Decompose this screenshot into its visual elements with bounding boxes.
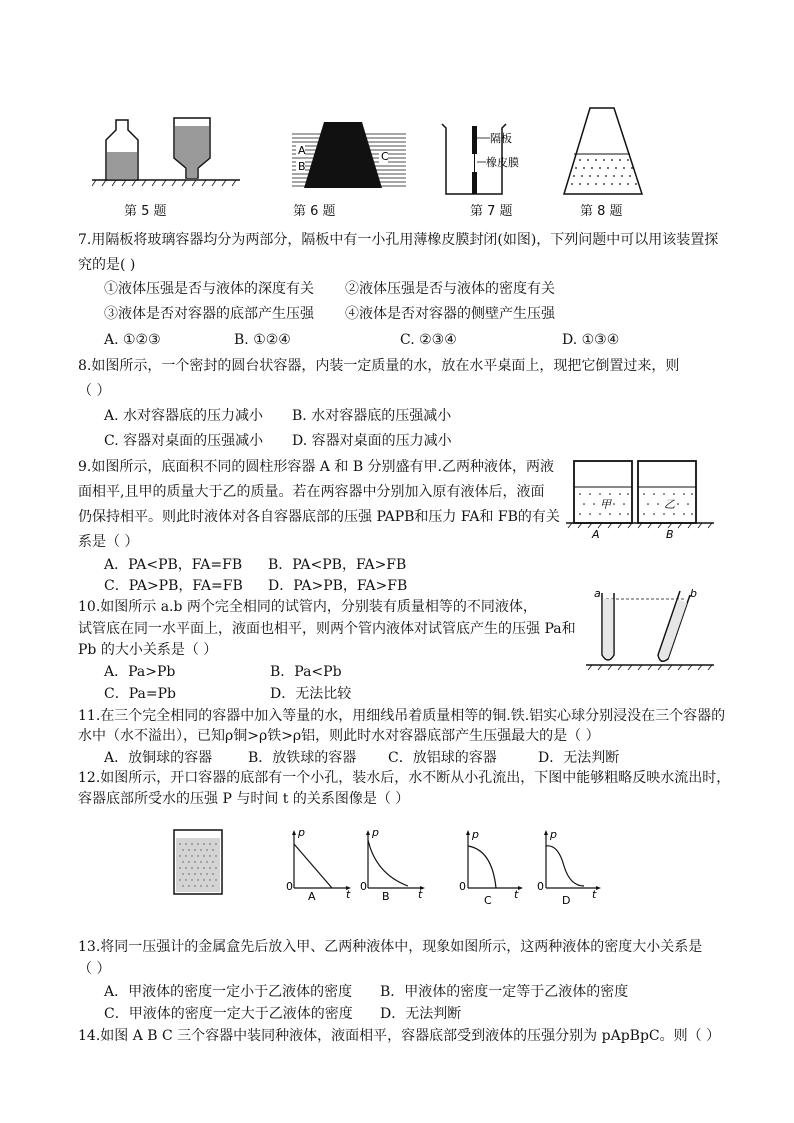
graph-d-p-label: p: [550, 828, 557, 841]
q10-option-d[interactable]: D．无法比较: [270, 686, 352, 702]
figure-12-graph-c: [456, 826, 528, 906]
caption-fig7: 第 7 题: [470, 204, 513, 219]
graph-d-t-label: t: [592, 888, 597, 901]
graph-d-origin-label: 0: [537, 880, 544, 893]
q8-option-b[interactable]: B. 水对容器底的压强减小: [292, 408, 452, 424]
q8-option-c[interactable]: C. 容器对桌面的压强减小: [104, 433, 264, 449]
q9-option-b[interactable]: B．PA<PB，FA>FB: [268, 557, 407, 573]
fig10-label-b: b: [690, 587, 697, 600]
q9-stem-line3: 仍保持相平。则此时液体对各自容器底部的压强 PAPB和压力 FA和 FB的有关: [78, 509, 560, 525]
q13-option-b[interactable]: B．甲液体的密度一定等于乙液体的密度: [380, 984, 629, 1000]
graph-c-letter: C: [484, 894, 492, 906]
q8-option-d[interactable]: D. 容器对桌面的压力减小: [292, 433, 452, 449]
q8-option-a[interactable]: A. 水对容器底的压力减小: [104, 408, 264, 424]
figure-12-graph-d: [534, 826, 606, 906]
q10-stem-line1: 10.如图所示 a.b 两个完全相同的试管内，分别装有质量相等的不同液体，: [78, 599, 537, 615]
figure-5-bottles: [92, 112, 242, 187]
fig9-label-a: A: [592, 528, 600, 541]
graph-a-origin-label: 0: [286, 880, 293, 893]
q7-statement-1: ①液体压强是否与液体的深度有关: [104, 281, 314, 297]
q11-option-c[interactable]: C．放铝球的容器: [388, 750, 497, 766]
q10-stem-line2: 试管底在同一水平面上，液面也相平，则两个管内液体对试管底产生的压强 Pa和: [78, 621, 576, 637]
graph-b-p-label: p: [372, 826, 379, 839]
figure-9-two-cylinders: [566, 457, 716, 541]
q11-option-a[interactable]: A．放铜球的容器: [104, 750, 213, 766]
q13-stem-line1: 13.将同一压强计的金属盒先后放入甲、乙两种液体中，现象如图所示，这两种液体的密度大小关系是: [78, 939, 703, 955]
figure-8-frustum-container: [560, 104, 650, 200]
q7-stem-line2: 究的是( ): [78, 257, 136, 273]
q11-option-b[interactable]: B．放铁球的容器: [248, 750, 357, 766]
q7-statement-2: ②液体压强是否与液体的密度有关: [345, 281, 555, 297]
q7-option-d[interactable]: D. ①③④: [562, 332, 620, 348]
fig6-label-b: B: [298, 160, 306, 173]
q8-stem-line1: 8.如图所示，一个密封的圆台状容器，内装一定质量的水，放在水平桌面上，现把它倒置过来，则: [78, 358, 680, 374]
q10-option-a[interactable]: A．Pa>Pb: [104, 664, 176, 680]
figure-6-trapezoid-in-liquid: [290, 120, 408, 192]
fig9-label-b: B: [666, 528, 674, 541]
q13-option-c[interactable]: C．甲液体的密度一定大于乙液体的密度: [104, 1006, 353, 1022]
fig7-label-partition: 隔板: [490, 132, 512, 145]
q7-stem-line1: 7.用隔板将玻璃容器均分为两部分，隔板中有一小孔用薄橡皮膜封闭(如图)，下列问题中可以用该装置探: [78, 232, 719, 248]
fig9-label-yi: 乙: [664, 498, 675, 511]
caption-fig6: 第 6 题: [293, 204, 336, 219]
figure-12-graph-a: [284, 826, 356, 902]
figure-12-container-with-hole: [172, 826, 226, 898]
q9-option-c[interactable]: C．PA>PB，FA=FB: [104, 578, 243, 594]
fig10-label-a: a: [594, 587, 601, 600]
graph-c-t-label: t: [514, 888, 519, 901]
q13-option-d[interactable]: D．无法判断: [380, 1006, 462, 1022]
fig6-label-a: A: [298, 144, 306, 157]
q13-stem-line2: （ ）: [78, 961, 111, 977]
q7-option-b[interactable]: B. ①②④: [234, 332, 291, 348]
q7-statement-3: ③液体是否对容器的底部产生压强: [104, 306, 314, 322]
fig9-label-jia: 甲: [600, 498, 611, 511]
q9-stem-line4: 系是（ ）: [78, 534, 139, 550]
graph-a-t-label: t: [346, 888, 351, 901]
q11-option-d[interactable]: D．无法判断: [538, 750, 620, 766]
q8-stem-line2: （ ）: [78, 383, 111, 399]
caption-fig8: 第 8 题: [580, 204, 623, 219]
q10-option-c[interactable]: C．Pa=Pb: [104, 686, 176, 702]
q10-stem-line3: Pb 的大小关系是（ ）: [78, 642, 218, 658]
q11-stem-line2: 水中（水不溢出），已知ρ铜>ρ铁>ρ铝，则此时水对容器底部产生压强最大的是（ ）: [78, 728, 600, 744]
graph-a-letter: A: [308, 890, 316, 902]
q14-stem-line1: 14.如图 A B C 三个容器中装同种液体，液面相平，容器底部受到液体的压强分别为 pApBpC。则（ ）: [78, 1028, 721, 1044]
fig6-label-c: C: [381, 150, 389, 163]
q12-stem-line1: 12.如图所示，开口容器的底部有一个小孔，装水后，水不断从小孔流出，下图中能够粗略反映水流出时，: [78, 770, 731, 786]
graph-c-origin-label: 0: [459, 880, 466, 893]
graph-a-p-label: p: [298, 826, 305, 839]
figure-7-beaker-partition: [438, 118, 548, 200]
graph-c-p-label: p: [472, 828, 479, 841]
graph-d-letter: D: [562, 894, 571, 906]
figure-10-test-tubes: [586, 585, 716, 675]
q7-option-a[interactable]: A. ①②③: [104, 332, 161, 348]
q10-option-b[interactable]: B．Pa<Pb: [270, 664, 342, 680]
graph-b-origin-label: 0: [360, 880, 367, 893]
q13-option-a[interactable]: A．甲液体的密度一定小于乙液体的密度: [104, 984, 353, 1000]
caption-fig5: 第 5 题: [124, 204, 167, 219]
q11-stem-line1: 11.在三个完全相同的容器中加入等量的水，用细线吊着质量相等的铜.铁.铝实心球分别浸没在三个容器的: [78, 708, 726, 724]
figure-12-graph-b: [358, 826, 430, 902]
q9-option-a[interactable]: A．PA<PB，FA=FB: [104, 557, 243, 573]
fig7-label-membrane: 橡皮膜: [486, 156, 519, 169]
q9-stem-line1: 9.如图所示，底面积不同的圆柱形容器 A 和 B 分别盛有甲.乙两种液体，两液: [78, 459, 555, 475]
graph-b-t-label: t: [418, 888, 423, 901]
q7-statement-4: ④液体是否对容器的侧壁产生压强: [345, 306, 555, 322]
q9-stem-line2: 面相平,且甲的质量大于乙的质量。若在两容器中分别加入原有液体后，液面: [78, 484, 545, 500]
q7-option-c[interactable]: C. ②③④: [400, 332, 457, 348]
graph-b-letter: B: [382, 890, 390, 902]
q9-option-d[interactable]: D．PA>PB，FA>FB: [268, 578, 408, 594]
q12-stem-line2: 容器底部所受水的压强 P 与时间 t 的关系图像是（ ）: [78, 791, 410, 807]
